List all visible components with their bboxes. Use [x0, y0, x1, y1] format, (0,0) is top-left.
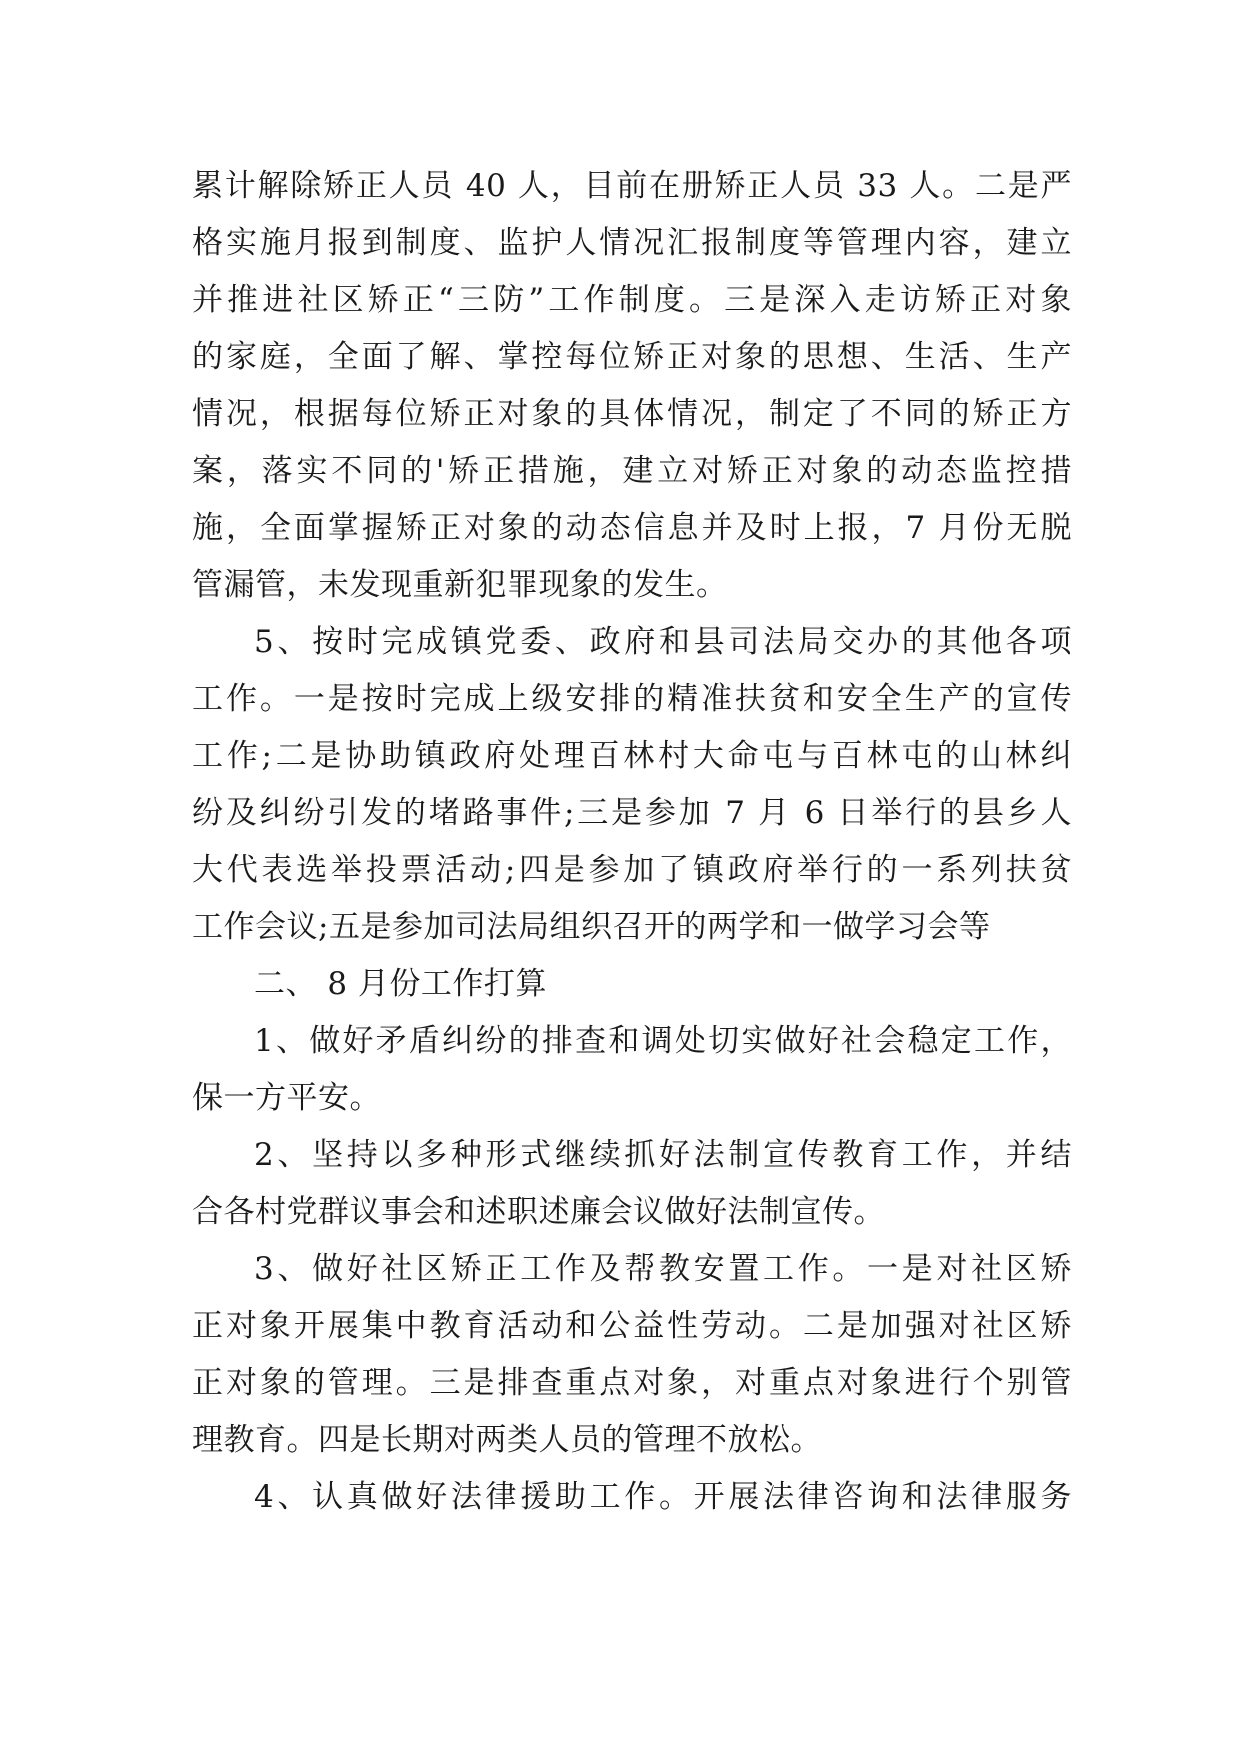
document-body [192, 158, 1072, 1526]
text-line: 合各村党群议事会和述职述廉会议做好法制宣传。 [192, 1194, 885, 1230]
text-line: 案，落实不同的'矫正措施，建立对矫正对象的动态监控措 [192, 453, 1072, 489]
text-line: 大代表选举投票活动;四是参加了镇政府举行的一系列扶贫 [192, 852, 1072, 888]
text-line: 正对象开展集中教育活动和公益性劳动。二是加强对社区矫 [192, 1308, 1072, 1344]
text-line: 3、做好社区矫正工作及帮教安置工作。一是对社区矫 [254, 1251, 1072, 1287]
text-line: 管漏管，未发现重新犯罪现象的发生。 [192, 567, 728, 603]
text-line: 施，全面掌握矫正对象的动态信息并及时上报，7 月份无脱 [192, 510, 1072, 546]
text-line: 5、按时完成镇党委、政府和县司法局交办的其他各项 [254, 624, 1072, 660]
text-line: 2、坚持以多种形式继续抓好法制宣传教育工作，并结 [254, 1137, 1072, 1173]
text-line: 纷及纠纷引发的堵路事件;三是参加 7 月 6 日举行的县乡人 [192, 795, 1072, 831]
text-line: 累计解除矫正人员 40 人，目前在册矫正人员 33 人。二是严 [192, 168, 1072, 204]
text-line: 并推进社区矫正“三防”工作制度。三是深入走访矫正对象 [192, 282, 1072, 318]
text-line: 保一方平安。 [192, 1080, 381, 1116]
text-line: 工作会议;五是参加司法局组织召开的两学和一做学习会等 [192, 909, 991, 945]
text-line: 正对象的管理。三是排查重点对象，对重点对象进行个别管 [192, 1365, 1072, 1401]
text-line: 的家庭，全面了解、掌控每位矫正对象的思想、生活、生产 [192, 339, 1072, 375]
text-line: 1、做好矛盾纠纷的排查和调处切实做好社会稳定工作， [254, 1023, 1072, 1059]
text-line: 工作。一是按时完成上级安排的精准扶贫和安全生产的宣传 [192, 681, 1072, 717]
text-line: 情况，根据每位矫正对象的具体情况，制定了不同的矫正方 [192, 396, 1072, 432]
text-line: 4、认真做好法律援助工作。开展法律咨询和法律服务 [254, 1479, 1072, 1515]
text-line: 格实施月报到制度、监护人情况汇报制度等管理内容，建立 [192, 225, 1072, 261]
text-line: 理教育。四是长期对两类人员的管理不放松。 [192, 1422, 822, 1458]
text-line: 二、 8 月份工作打算 [254, 966, 547, 1002]
text-line: 工作;二是协助镇政府处理百林村大命屯与百林屯的山林纠 [192, 738, 1072, 774]
